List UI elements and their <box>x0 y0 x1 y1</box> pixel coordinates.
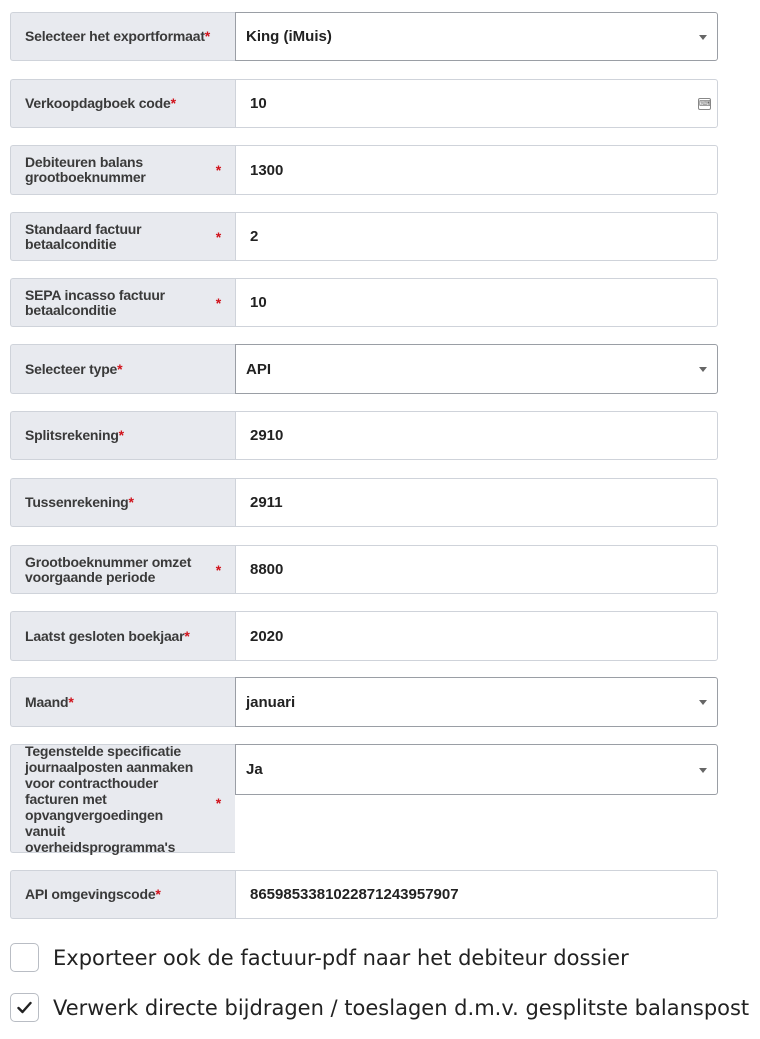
field-label <box>10 278 235 327</box>
form-row-omzet-voorgaande-periode <box>10 545 718 594</box>
checkbox-row-gesplitste-balanspost[interactable] <box>10 993 749 1022</box>
field-label <box>10 212 235 261</box>
standaard-betaalconditie-input[interactable] <box>235 212 718 261</box>
input-value: 2910 <box>250 427 284 444</box>
label-text: Debiteuren balans grootboeknummer <box>25 154 146 185</box>
input-value: 8800 <box>250 561 284 578</box>
field-label <box>10 744 235 853</box>
field-label <box>10 677 235 727</box>
select-wrapper <box>235 744 718 853</box>
omzet-voorgaande-periode-input[interactable] <box>235 545 718 594</box>
required-marker: * <box>155 886 161 902</box>
label-text: Laatst gesloten boekjaar <box>25 627 185 644</box>
select-value: januari <box>246 693 296 711</box>
maand-select[interactable] <box>235 677 718 727</box>
debiteuren-balans-input[interactable] <box>235 145 718 195</box>
form-row-verkoopdagboek <box>10 79 718 128</box>
checkbox-row-export-pdf[interactable] <box>10 943 629 972</box>
type-select[interactable] <box>235 344 718 394</box>
label-text: Selecteer type <box>25 360 118 377</box>
form-row-type <box>10 344 718 394</box>
form-row-tussenrekening <box>10 478 718 527</box>
field-label <box>10 145 235 195</box>
select-value: King (iMuis) <box>246 28 332 45</box>
field-label <box>10 411 235 460</box>
chevron-down-icon <box>699 35 707 40</box>
form-row-sepa-betaalconditie <box>10 278 718 327</box>
chevron-down-icon <box>699 367 707 372</box>
field-label <box>10 545 235 594</box>
field-label <box>10 344 235 394</box>
label-text: Tegenstelde specificatie journaalposten aanmaken voor contracthouder facturen met opvangvergoedingen vanuit overheidsprogramma's <box>25 742 194 855</box>
label-text: Tussenrekening <box>25 494 129 510</box>
field-label <box>10 12 235 61</box>
required-marker: * <box>215 561 221 578</box>
label-text: Standaard factuur betaalconditie <box>25 220 142 252</box>
required-marker: * <box>128 494 134 510</box>
tegenstelde-specificatie-select[interactable] <box>235 744 718 795</box>
splitsrekening-input[interactable] <box>235 411 718 460</box>
form-row-boekjaar <box>10 611 718 661</box>
export-pdf-checkbox[interactable] <box>10 943 39 972</box>
verkoopdagboek-input[interactable] <box>235 79 718 128</box>
keyboard-icon[interactable]: ⌨ <box>699 98 711 108</box>
label-text: Maand <box>25 693 69 710</box>
form-row-splitsrekening <box>10 411 718 460</box>
required-marker: * <box>68 693 74 710</box>
boekjaar-input[interactable] <box>235 611 718 661</box>
required-marker: * <box>215 794 221 811</box>
form-row-api-omgevingscode <box>10 870 718 919</box>
input-value: 2020 <box>250 627 284 645</box>
form-row-tegenstelde-specificatie <box>10 744 718 853</box>
exportformaat-select[interactable] <box>235 12 718 61</box>
checkmark-icon <box>17 1001 32 1014</box>
label-text: API omgevingscode <box>25 886 156 902</box>
label-text: Verkoopdagboek code <box>25 95 171 111</box>
input-value: 10 <box>250 294 267 311</box>
required-marker: * <box>215 228 221 245</box>
form-row-standaard-betaalconditie <box>10 212 718 261</box>
label-text: Splitsrekening <box>25 427 119 443</box>
chevron-down-icon <box>699 700 707 705</box>
select-value: API <box>246 360 272 378</box>
label-text: Selecteer het exportformaat <box>25 28 205 44</box>
input-value: 865985338102287124395790​7 <box>250 886 459 903</box>
gesplitste-balanspost-checkbox[interactable] <box>10 993 39 1022</box>
select-value: Ja <box>246 761 263 778</box>
sepa-betaalconditie-input[interactable] <box>235 278 718 327</box>
required-marker: * <box>170 95 176 111</box>
api-omgevingscode-input[interactable] <box>235 870 718 919</box>
field-label <box>10 478 235 527</box>
tussenrekening-input[interactable] <box>235 478 718 527</box>
label-text: Grootboeknummer omzet voorgaande periode <box>25 553 192 585</box>
form-row-exportformaat <box>10 12 718 61</box>
required-marker: * <box>184 627 190 644</box>
form-row-debiteuren-balans <box>10 145 718 195</box>
required-marker: * <box>117 360 123 377</box>
input-value: 1300 <box>250 161 284 179</box>
required-marker: * <box>215 294 221 311</box>
field-label <box>10 870 235 919</box>
input-value: 2911 <box>250 494 283 511</box>
required-marker: * <box>204 28 211 44</box>
required-marker: * <box>118 427 124 443</box>
input-value: 2 <box>250 228 259 245</box>
input-value: 10 <box>250 95 267 112</box>
label-text: SEPA incasso factuur betaalconditie <box>25 286 165 318</box>
field-label <box>10 79 235 128</box>
field-label <box>10 611 235 661</box>
required-marker: * <box>215 162 221 178</box>
checkbox-label[interactable]: Verwerk directe bijdragen / toeslagen d.m.v. gesplitste balanspost <box>53 995 750 1020</box>
form-row-maand <box>10 677 718 727</box>
chevron-down-icon <box>699 768 707 773</box>
checkbox-label[interactable]: Exporteer ook de factuur-pdf naar het debiteur dossier <box>53 945 629 970</box>
